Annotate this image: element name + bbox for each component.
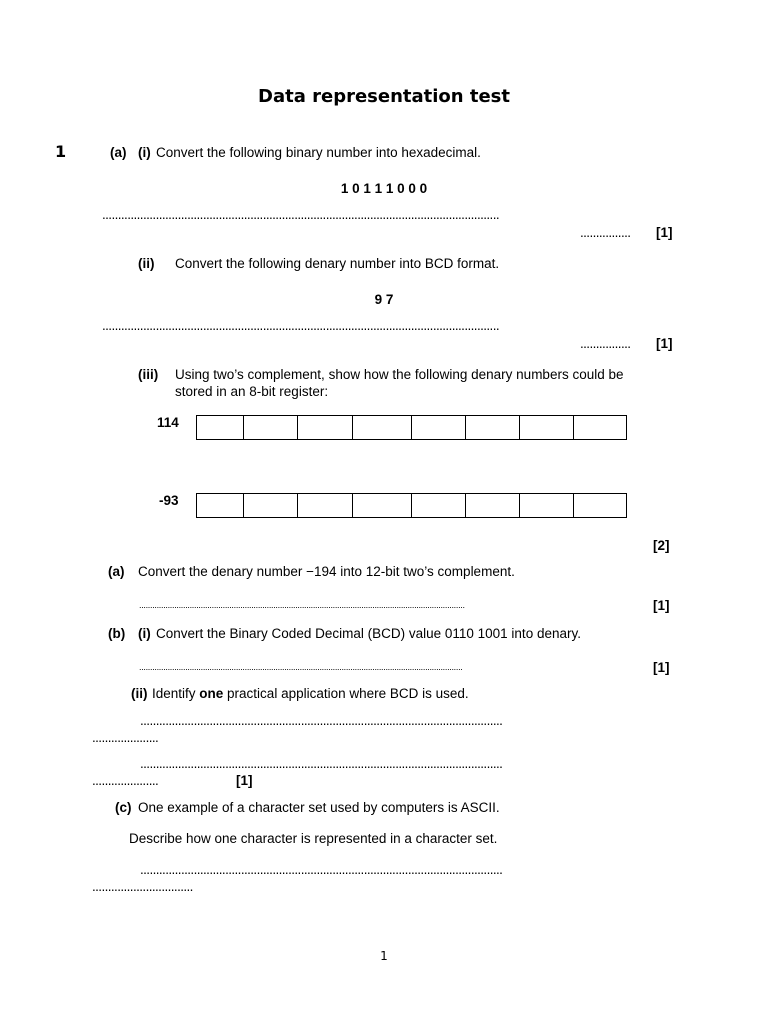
register-8bit-minus93 <box>196 493 627 518</box>
mark-allocation: [1] <box>653 598 670 613</box>
question-text-part: practical application where BCD is used. <box>223 686 469 701</box>
part-b-i-label: (i) <box>138 626 151 641</box>
mark-allocation: [2] <box>653 538 670 553</box>
part-i-label: (i) <box>138 145 151 160</box>
register-label: -93 <box>159 493 179 508</box>
register-cell[interactable] <box>244 416 298 439</box>
register-cell[interactable] <box>353 494 412 517</box>
part-b-ii-label: (ii) <box>131 686 148 701</box>
page-title: Data representation test <box>258 86 510 107</box>
register-cell[interactable] <box>466 494 520 517</box>
register-cell[interactable] <box>244 494 298 517</box>
register-cell[interactable] <box>412 416 466 439</box>
question-b-ii-text <box>152 686 469 701</box>
binary-value: 1 0 1 1 1 0 0 0 <box>340 181 428 196</box>
denary-value: 9 7 <box>374 292 394 307</box>
answer-line-continuation[interactable]: ................................ <box>92 879 193 894</box>
register-cell[interactable] <box>412 494 466 517</box>
answer-line[interactable]: ................................................................................................................................................... <box>139 662 463 672</box>
register-cell[interactable] <box>298 416 353 439</box>
register-cell[interactable] <box>197 416 244 439</box>
mark-allocation: [1] <box>653 660 670 675</box>
register-cell[interactable] <box>574 494 626 517</box>
mark-answer-dots[interactable]: ................ <box>580 225 631 240</box>
register-cell[interactable] <box>353 416 412 439</box>
answer-line[interactable]: .............................................................................................................................. <box>102 207 499 222</box>
question-i-text: Convert the following binary number into hexadecimal. <box>156 145 481 160</box>
mark-allocation: [1] <box>656 225 673 240</box>
emphasis-one: one <box>199 686 224 701</box>
question-c-text: One example of a character set used by computers is ASCII. <box>138 800 500 815</box>
answer-line-continuation[interactable]: ..................... <box>92 730 159 745</box>
register-cell[interactable] <box>197 494 244 517</box>
question-iii-text-line1: Using two’s complement, show how the following denary numbers could be <box>175 367 624 382</box>
answer-line[interactable]: ................................................................................................................... <box>140 862 503 877</box>
answer-line[interactable]: ................................................................................................................... <box>140 756 503 771</box>
question-iii-text-line2: stored in an 8-bit register: <box>175 384 329 399</box>
question-b-i-text: Convert the Binary Coded Decimal (BCD) value 0110 1001 into denary. <box>156 626 581 641</box>
part-ii-label: (ii) <box>138 256 155 271</box>
mark-answer-dots[interactable]: ................ <box>580 336 631 351</box>
register-label: 114 <box>157 415 179 430</box>
register-cell[interactable] <box>298 494 353 517</box>
answer-line[interactable]: .................................................................................................................................................... <box>139 600 465 610</box>
question-ii-text: Convert the following denary number into BCD format. <box>175 256 500 271</box>
mark-allocation: [1] <box>236 773 253 788</box>
question-a-text: Convert the denary number −194 into 12-bit two’s complement. <box>138 564 515 579</box>
part-b-label: (b) <box>108 626 126 641</box>
part-iii-label: (iii) <box>138 367 159 382</box>
question-text-part: Identify <box>152 686 200 701</box>
part-a-label: (a) <box>108 564 125 579</box>
question-number: 1 <box>55 142 67 161</box>
answer-line[interactable]: ................................................................................................................... <box>140 713 503 728</box>
question-c-describe: Describe how one character is represented in a character set. <box>129 831 498 846</box>
register-cell[interactable] <box>574 416 626 439</box>
answer-line[interactable]: .............................................................................................................................. <box>102 318 499 333</box>
mark-allocation: [1] <box>656 336 673 351</box>
page-number: 1 <box>380 949 388 963</box>
part-c-label: (c) <box>115 800 132 815</box>
register-8bit-114 <box>196 415 627 440</box>
part-a-label: (a) <box>110 145 127 160</box>
register-cell[interactable] <box>520 416 574 439</box>
answer-line-continuation[interactable]: ..................... <box>92 773 159 788</box>
register-cell[interactable] <box>520 494 574 517</box>
register-cell[interactable] <box>466 416 520 439</box>
